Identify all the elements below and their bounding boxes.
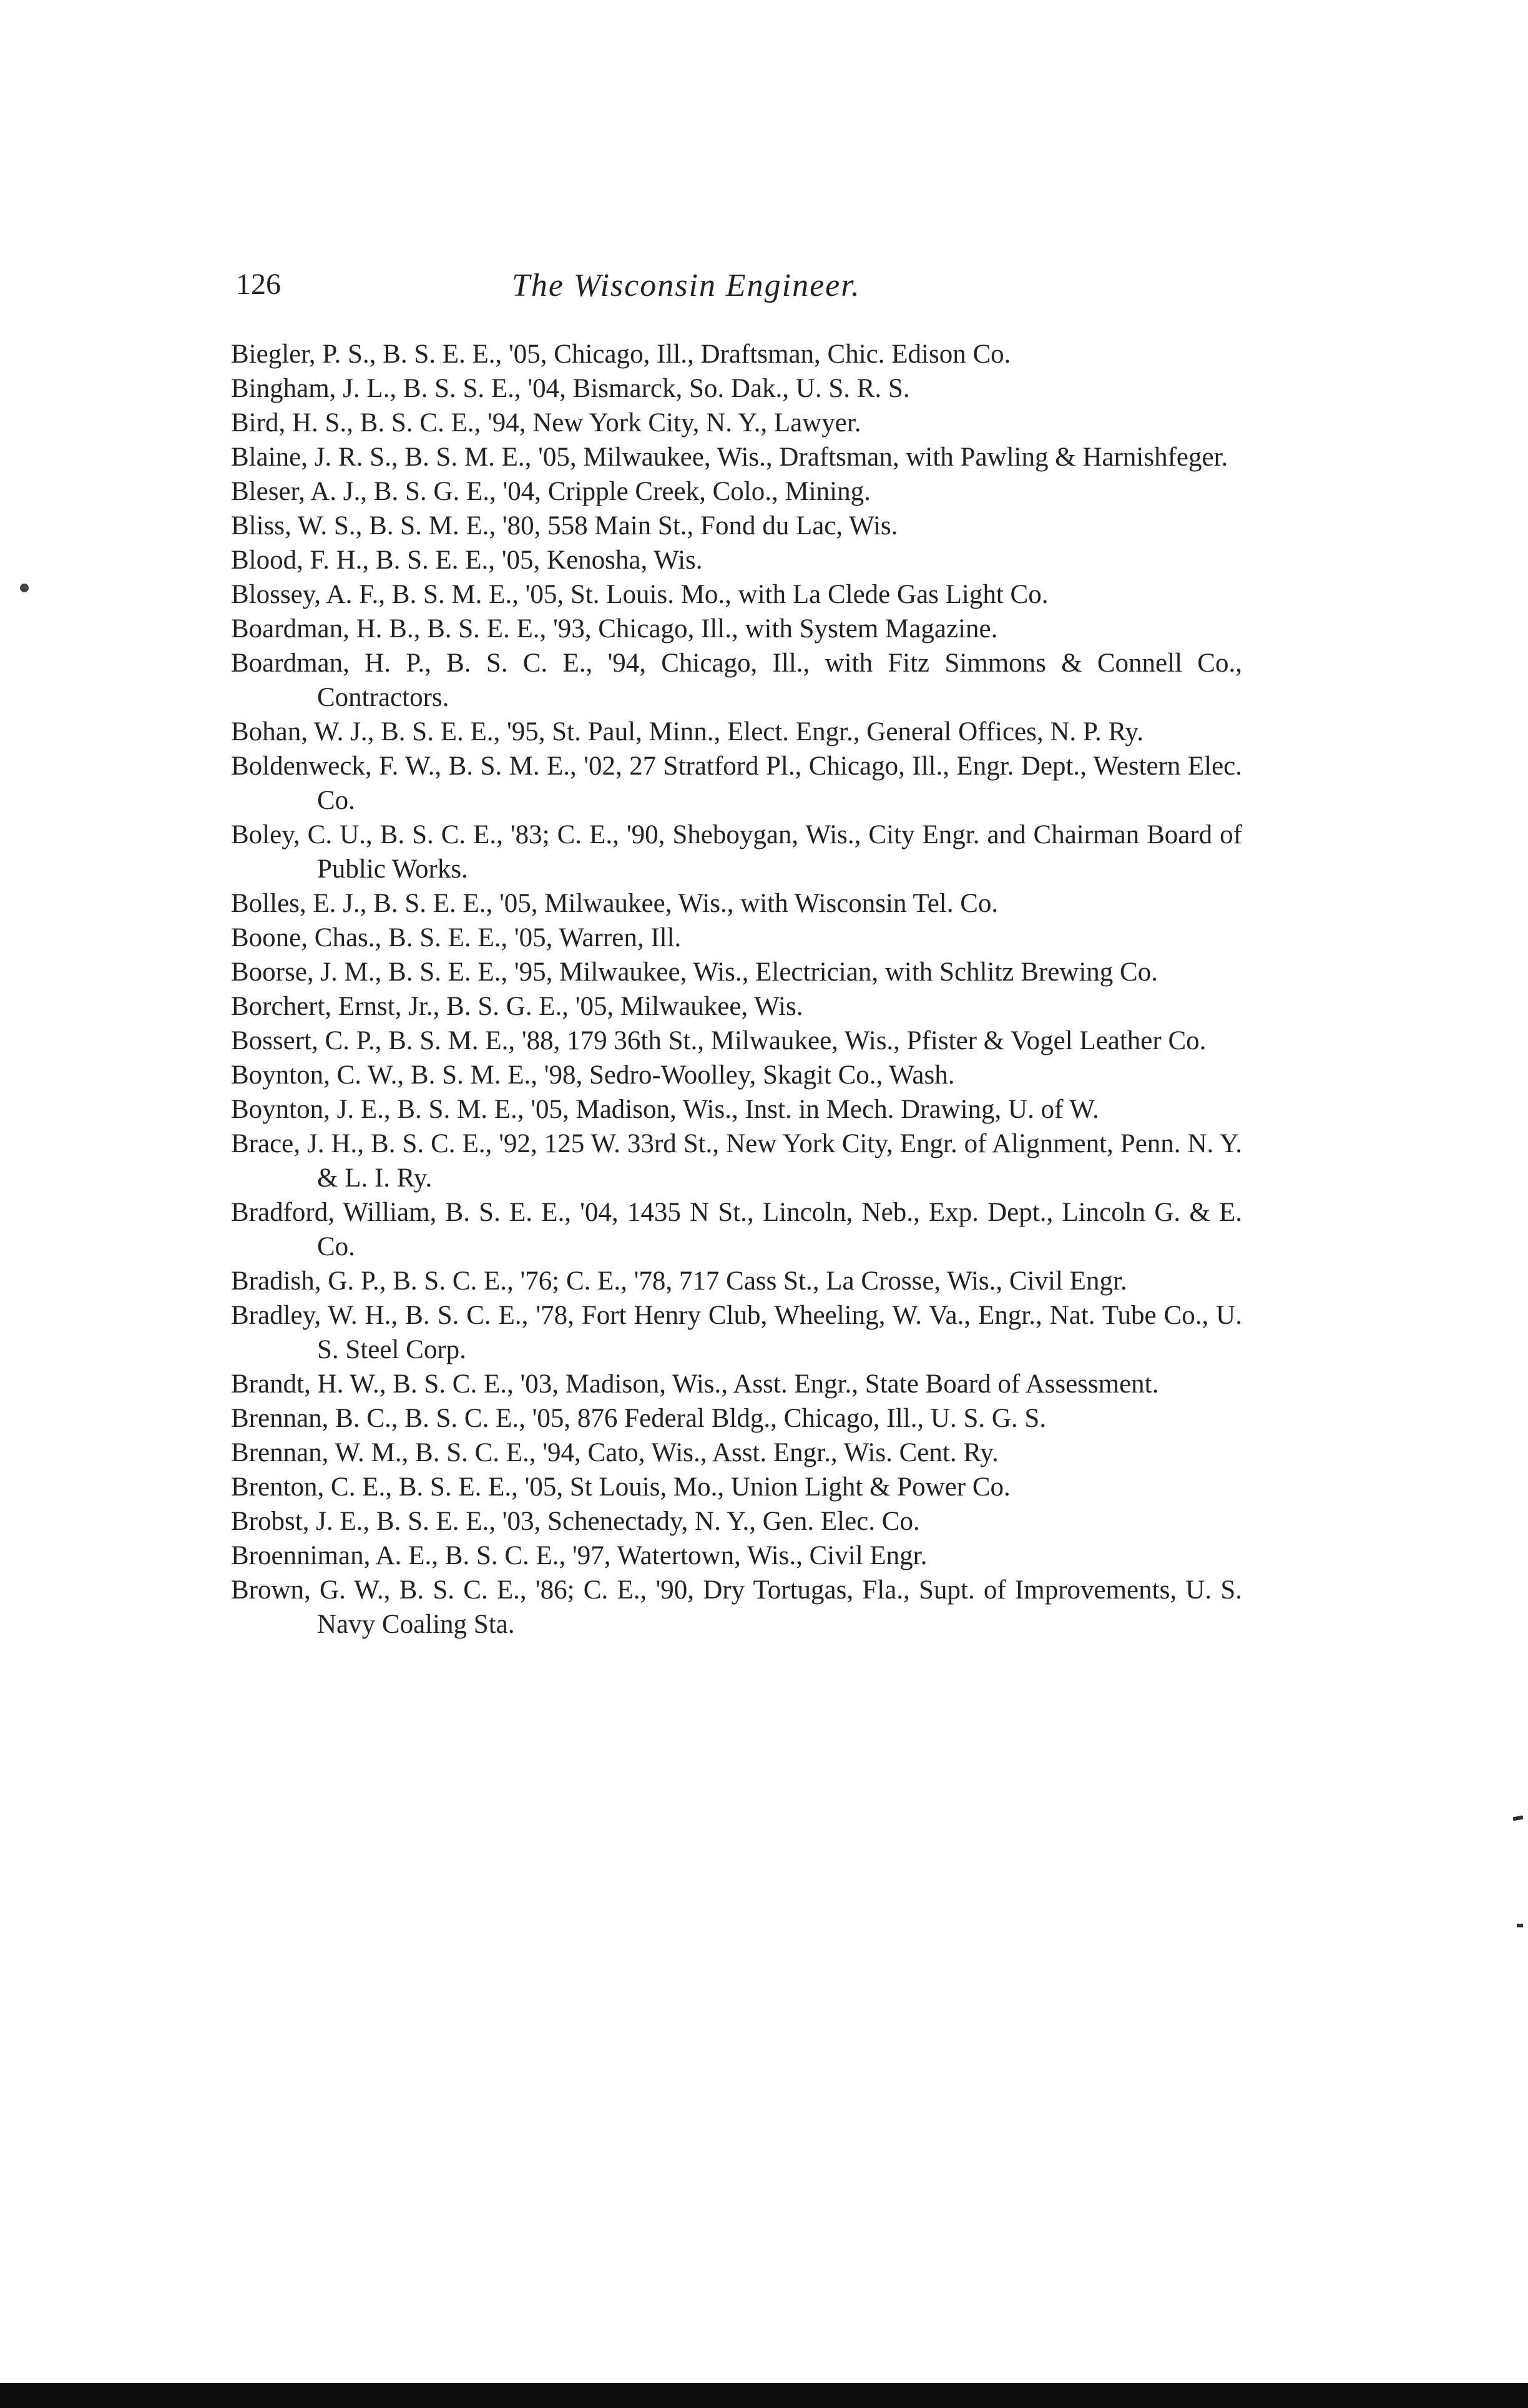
alumni-entry: Blood, F. H., B. S. E. E., '05, Kenosha, Wis. bbox=[231, 546, 703, 575]
alumni-entry: Bradford, William, B. S. E. E., '04, 1435 N St., Lincoln, Neb., Exp. Dept., Lincoln G. & E. Co. bbox=[231, 1198, 1242, 1261]
alumni-entry: Bohan, W. J., B. S. E. E., '95, St. Paul, Minn., Elect. Engr., General Offices, N. P. Ry. bbox=[231, 717, 1144, 746]
alumni-entry: Boorse, J. M., B. S. E. E., '95, Milwaukee, Wis., Electrician, with Schlitz Brewing Co. bbox=[231, 957, 1158, 987]
alumni-entry: Brenton, C. E., B. S. E. E., '05, St Louis, Mo., Union Light & Power Co. bbox=[231, 1472, 1011, 1502]
alumni-entry: Borchert, Ernst, Jr., B. S. G. E., '05, Milwaukee, Wis. bbox=[231, 992, 803, 1021]
alumni-entry: Brown, G. W., B. S. C. E., '86; C. E., '90, Dry Tortugas, Fla., Supt. of Improvements, U. S. Navy Coaling Sta. bbox=[231, 1575, 1242, 1639]
alumni-entry: Bolles, E. J., B. S. E. E., '05, Milwaukee, Wis., with Wisconsin Tel. Co. bbox=[231, 889, 999, 918]
margin-dot bbox=[20, 584, 29, 592]
alumni-entry: Bossert, C. P., B. S. M. E., '88, 179 36th St., Milwaukee, Wis., Pfister & Vogel Leather Co. bbox=[231, 1026, 1207, 1055]
alumni-entry: Boldenweck, F. W., B. S. M. E., '02, 27 Stratford Pl., Chicago, Ill., Engr. Dept., Western Elec. Co. bbox=[231, 751, 1242, 815]
alumni-entry: Bliss, W. S., B. S. M. E., '80, 558 Main St., Fond du Lac, Wis. bbox=[231, 511, 898, 541]
alumni-entry: Boardman, H. B., B. S. E. E., '93, Chicago, Ill., with System Magazine. bbox=[231, 614, 998, 644]
alumni-entry: Broenniman, A. E., B. S. C. E., '97, Watertown, Wis., Civil Engr. bbox=[231, 1541, 928, 1570]
alumni-entry: Bradish, G. P., B. S. C. E., '76; C. E., '78, 717 Cass St., La Crosse, Wis., Civil Engr. bbox=[231, 1266, 1127, 1296]
alumni-entry: Boynton, J. E., B. S. M. E., '05, Madison, Wis., Inst. in Mech. Drawing, U. of W. bbox=[231, 1095, 1099, 1124]
alumni-entry: Boardman, H. P., B. S. C. E., '94, Chicago, Ill., with Fitz Simmons & Connell Co., Contractors. bbox=[231, 648, 1242, 712]
alumni-entry: Bird, H. S., B. S. C. E., '94, New York City, N. Y., Lawyer. bbox=[231, 408, 861, 438]
alumni-entry-list bbox=[231, 337, 1242, 1642]
scan-edge-band bbox=[0, 2383, 1528, 2408]
alumni-entry: Brandt, H. W., B. S. C. E., '03, Madison, Wis., Asst. Engr., State Board of Assessment. bbox=[231, 1369, 1159, 1399]
page-number: 126 bbox=[236, 268, 281, 301]
alumni-entry: Brobst, J. E., B. S. E. E., '03, Schenectady, N. Y., Gen. Elec. Co. bbox=[231, 1507, 920, 1536]
alumni-entry: Brace, J. H., B. S. C. E., '92, 125 W. 33rd St., New York City, Engr. of Alignment, Penn. N. Y. & L. I. Ry. bbox=[231, 1129, 1242, 1193]
alumni-entry: Blossey, A. F., B. S. M. E., '05, St. Louis. Mo., with La Clede Gas Light Co. bbox=[231, 580, 1049, 609]
running-title: The Wisconsin Engineer. bbox=[512, 268, 861, 303]
alumni-entry: Boone, Chas., B. S. E. E., '05, Warren, Ill. bbox=[231, 923, 682, 952]
alumni-entry: Biegler, P. S., B. S. E. E., '05, Chicago, Ill., Draftsman, Chic. Edison Co. bbox=[231, 340, 1011, 369]
alumni-entry: Boynton, C. W., B. S. M. E., '98, Sedro-Woolley, Skagit Co., Wash. bbox=[231, 1060, 955, 1090]
alumni-entry: Blaine, J. R. S., B. S. M. E., '05, Milwaukee, Wis., Draftsman, with Pawling & Harnishfeger. bbox=[231, 443, 1228, 472]
margin-mark bbox=[1513, 1816, 1524, 1821]
alumni-entry: Bleser, A. J., B. S. G. E., '04, Cripple Creek, Colo., Mining. bbox=[231, 477, 871, 506]
alumni-entry: Bradley, W. H., B. S. C. E., '78, Fort Henry Club, Wheeling, W. Va., Engr., Nat. Tube Co., U. S. Steel Corp. bbox=[231, 1301, 1242, 1364]
alumni-entry: Boley, C. U., B. S. C. E., '83; C. E., '90, Sheboygan, Wis., City Engr. and Chairman Board of Public Works. bbox=[231, 820, 1242, 884]
alumni-entry: Bingham, J. L., B. S. S. E., '04, Bismarck, So. Dak., U. S. R. S. bbox=[231, 374, 910, 403]
margin-mark bbox=[1517, 1924, 1523, 1927]
alumni-entry: Brennan, B. C., B. S. C. E., '05, 876 Federal Bldg., Chicago, Ill., U. S. G. S. bbox=[231, 1404, 1047, 1433]
alumni-entry: Brennan, W. M., B. S. C. E., '94, Cato, Wis., Asst. Engr., Wis. Cent. Ry. bbox=[231, 1438, 999, 1467]
